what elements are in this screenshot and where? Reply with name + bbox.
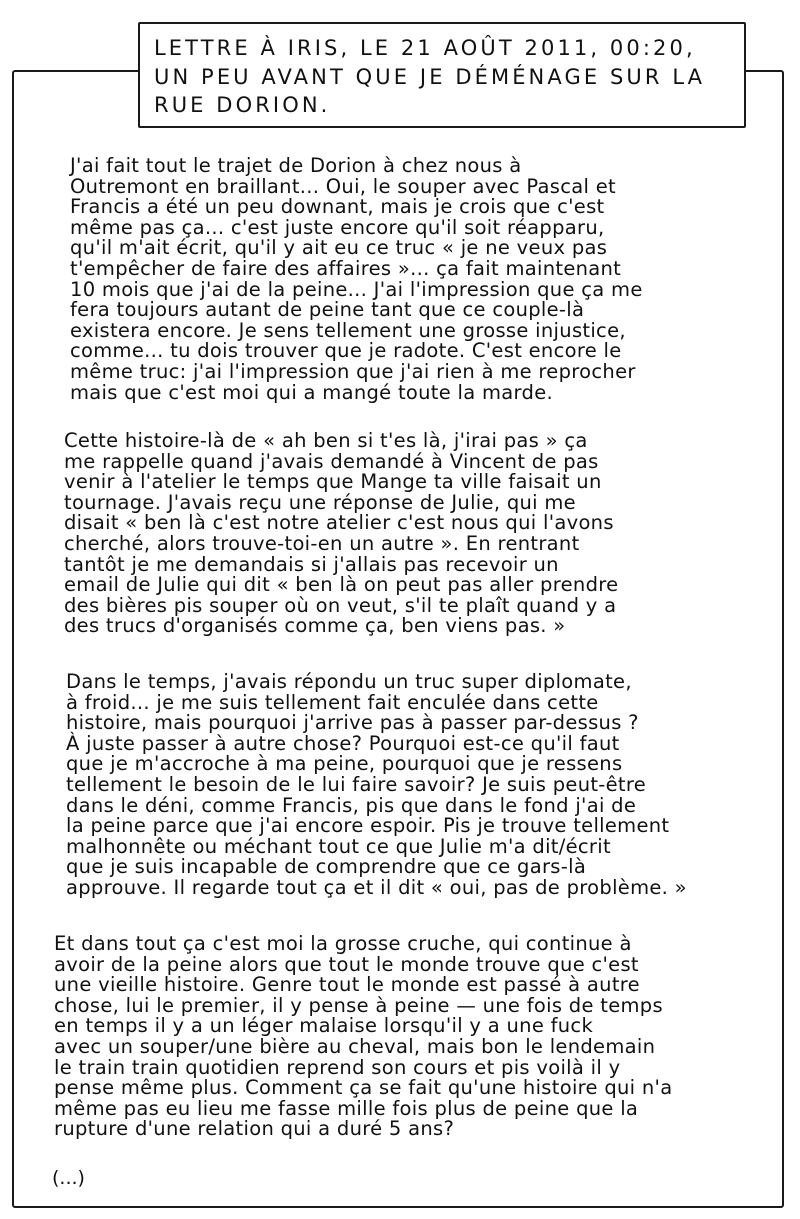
text-line: disait « ben là c'est notre atelier c'est nous qui l'avons	[64, 511, 614, 535]
text-line: Francis a été un peu downant, mais je crois que c'est	[70, 195, 605, 219]
text-line: 10 mois que j'ai de la peine... J'ai l'impression que ça me	[70, 277, 643, 301]
text-line: même pas ça... c'est juste encore qu'il soit réapparu,	[70, 215, 605, 239]
letter-paragraph-1	[70, 156, 800, 403]
title-line: UN PEU AVANT QUE JE DÉMÉNAGE SUR LA	[154, 64, 706, 89]
text-line: même pas eu lieu me fasse mille fois plus de peine que la	[54, 1096, 639, 1120]
title-line: RUE DORION.	[154, 93, 331, 117]
letter-title-box	[138, 22, 746, 128]
letter-paragraph-2	[64, 431, 794, 637]
text-line: des bières pis souper où on veut, s'il te plaît quand y a	[64, 593, 617, 617]
text-line: Cette histoire-là de « ah ben si t'es là, j'irai pas » ça	[64, 429, 588, 452]
text-line: Outremont en braillant... Oui, le souper avec Pascal et	[70, 174, 616, 198]
text-line: des trucs d'organisés comme ça, ben viens pas. »	[64, 614, 566, 638]
text-line: À juste passer à autre chose? Pourquoi est-ce qu'il faut	[66, 731, 620, 755]
text-line: chose, lui le premier, il y pense à peine — une fois de temps	[54, 993, 663, 1017]
text-line: malhonnête ou méchant tout ce que Julie m'a dit/écrit	[66, 834, 611, 858]
text-line: cherché, alors trouve-toi-en un autre ». En rentrant	[64, 531, 580, 555]
text-line: avoir de la peine alors que tout le monde trouve que c'est	[54, 952, 639, 976]
text-line: Dans le temps, j'avais répondu un truc super diplomate,	[66, 670, 632, 693]
text-line: même truc: j'ai l'impression que j'ai rien à me reprocher	[70, 359, 636, 383]
text-line: J'ai fait tout le trajet de Dorion à chez nous à	[70, 154, 522, 177]
text-line: qu'il m'ait écrit, qu'il y ait eu ce truc « je ne veux pas	[70, 236, 608, 260]
letter-paragraph-3	[66, 672, 796, 899]
text-line: rupture d'une relation qui a duré 5 ans?	[54, 1117, 455, 1141]
text-line: existera encore. Je sens tellement une grosse injustice,	[70, 318, 626, 342]
letter-closing-ellipsis: (...)	[52, 1167, 85, 1189]
text-line: la peine parce que j'ai encore espoir. Pis je trouve tellement	[66, 814, 670, 838]
text-line: email de Julie qui dit « ben là on peut pas aller prendre	[64, 573, 619, 597]
text-line: tournage. J'avais reçu une réponse de Julie, qui me	[64, 490, 576, 514]
text-line: histoire, mais pourquoi j'arrive pas à passer par-dessus ?	[66, 711, 639, 735]
text-line: que je m'accroche à ma peine, pourquoi que je ressens	[66, 752, 623, 776]
text-line: fera toujours autant de peine tant que ce couple-là	[70, 298, 585, 322]
letter-paragraph-4	[54, 934, 784, 1140]
text-line: comme... tu dois trouver que je radote. C'est encore le	[70, 339, 622, 363]
text-line: le train train quotidien reprend son cours et pis voilà il y	[54, 1055, 621, 1079]
text-line: en temps il y a un léger malaise lorsqu'il y a une fuck	[54, 1014, 594, 1038]
text-line: dans le déni, comme Francis, pis que dans le fond j'ai de	[66, 793, 637, 817]
text-line: tantôt je me demandais si j'allais pas recevoir un	[64, 552, 559, 576]
title-line: LETTRE À IRIS, LE 21 AOÛT 2011, 00:20,	[154, 36, 696, 60]
text-line: tellement le besoin de le lui faire savoir? Je suis peut-être	[66, 772, 647, 796]
text-line: une vieille histoire. Genre tout le monde est passé à autre	[54, 973, 640, 997]
text-line: que je suis incapable de comprendre que ce gars-là	[66, 855, 587, 879]
text-line: t'empêcher de faire des affaires »... ça fait maintenant	[70, 256, 622, 280]
text-line: Et dans tout ça c'est moi la grosse cruche, qui continue à	[54, 932, 632, 955]
text-line: approuve. Il regarde tout ça et il dit « oui, pas de problème. »	[66, 875, 687, 899]
text-line: pense même plus. Comment ça se fait qu'une histoire qui n'a	[54, 1076, 673, 1100]
text-line: venir à l'atelier le temps que Mange ta ville faisait un	[64, 470, 602, 494]
text-line: mais que c'est moi qui a mangé toute la marde.	[70, 380, 553, 404]
text-line: me rappelle quand j'avais demandé à Vincent de pas	[64, 449, 599, 473]
text-line: avec un souper/une bière au cheval, mais bon le lendemain	[54, 1034, 656, 1058]
text-line: à froid... je me suis tellement fait enculée dans cette	[66, 690, 599, 714]
